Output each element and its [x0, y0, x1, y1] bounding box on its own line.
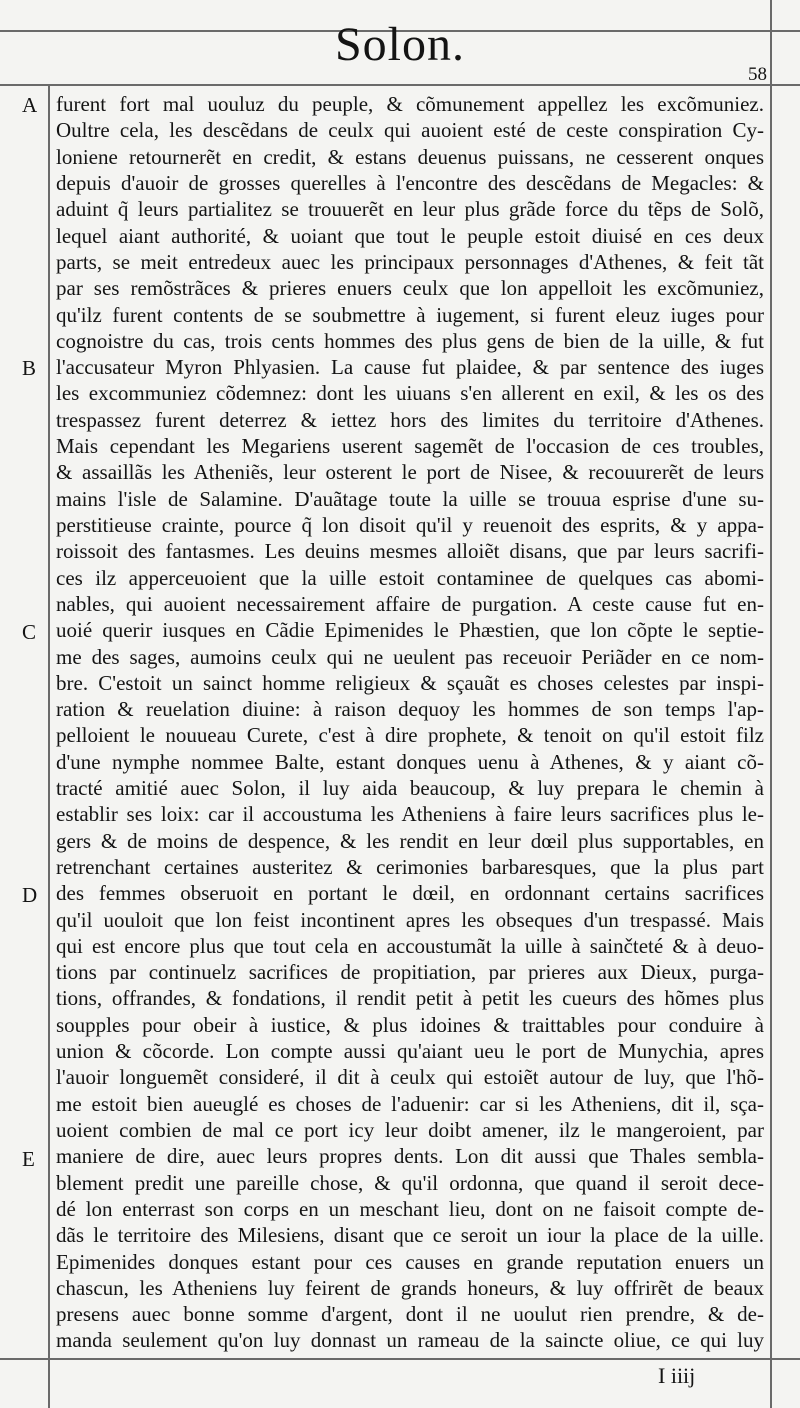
margin-letter-e: E	[22, 1147, 35, 1171]
signature-mark: I iiij	[658, 1363, 696, 1388]
text-line: parts, se meit entredeux auec les principaux personnages d'Athenes, & feit tãt	[56, 250, 764, 274]
text-line: qu'ilz furent contents de se soubmettre à iugement, si furent eleuz iuges pour	[56, 303, 764, 327]
text-line: pelloient le nouueau Curete, c'est à dire prophete, & tenoit on qu'il estoit filz	[56, 723, 764, 747]
text-line: l'accusateur Myron Phlyasien. La cause fut plaidee, & par sentence des iuges	[56, 355, 764, 379]
text-line: presens auec bonne somme d'argent, dont il ne uoulut rien prendre, & de-	[56, 1302, 764, 1326]
text-line: furent fort mal uouluz du peuple, & cõmunement appellez les excõmuniez.	[56, 92, 764, 116]
text-line: union & cõcorde. Lon compte aussi qu'aiant ueu le port de Munychia, apres	[56, 1039, 764, 1063]
text-line: qui est encore plus que tout cela en accoustumãt la uille à sainčteté & à deuo-	[56, 934, 764, 958]
text-line: manda seulement qu'on luy donnast un rameau de la saincte oliue, ce qui luy	[56, 1328, 764, 1352]
text-line: blement predit une pareille chose, & qu'il ordonna, que quand il seroit dece-	[56, 1171, 764, 1195]
text-line: Oultre cela, les descẽdans de ceulx qui auoient esté de ceste conspiration Cy-	[56, 118, 764, 142]
text-line: & assaillãs les Atheniẽs, leur osterent le port de Nisee, & recouurerẽt de leurs	[56, 460, 764, 484]
text-line: establir ses loix: car il accoustuma les Atheniens à faire leurs sacrifices plus le-	[56, 802, 764, 826]
text-line: dãs le territoire des Milesiens, disant que ce seroit un iour la place de la uille.	[56, 1223, 764, 1247]
margin-letter-a: A	[22, 93, 38, 117]
margin-letter-c: C	[22, 620, 37, 644]
page-title: Solon.	[334, 18, 466, 71]
text-line: ces ilz apperceuoient que la uille estoit contaminee de quelques cas abomi-	[56, 566, 764, 590]
text-line: uoient combien de mal ce port icy leur doibt amener, ilz le mangeroient, par	[56, 1118, 764, 1142]
text-line: ration & reuelation diuine: à raison dequoy les hommes de son temps l'ap-	[56, 697, 764, 721]
text-line: les excommuniez cõdemnez: dont les uiuans s'en allerent en exil, & les os des	[56, 381, 764, 405]
text-line: d'une nymphe nommee Balte, estant donques uenu à Athenes, & y aiant cõ-	[56, 750, 764, 774]
text-line: l'auoir longuemẽt consideré, il dit à ceulx qui estoiẽt autour de luy, que l'hõ-	[56, 1065, 764, 1089]
text-line: chascun, les Atheniens luy feirent de grands honeurs, & luy offrirẽt de beaux	[56, 1276, 764, 1300]
margin-letter-d: D	[22, 883, 38, 907]
text-line: perstitieuse crainte, pource q̃ lon disoit qu'il y reuenoit des esprits, & y appa-	[56, 513, 764, 537]
text-line: tracté amitié auec Solon, il luy aida beaucoup, & luy prepara le chemin à	[56, 776, 764, 800]
text-line: me des sages, aumoins ceulx qui ne ueulent pas receuoir Periãder en ce nom-	[56, 645, 764, 669]
text-line: nables, qui auoient necessairement affaire de purgation. A ceste cause fut en-	[56, 592, 764, 616]
text-line: des femmes obseruoit en portant le dœil, en ordonnant certains sacrifices	[56, 881, 764, 905]
margin-letter-b: B	[22, 356, 37, 380]
text-line: roissoit des fantasmes. Les deuins mesmes alloiẽt disans, que par leurs sacrifi-	[56, 539, 764, 563]
text-line: mains l'isle de Salamine. D'auãtage toute la uille se trouua esprise d'une su-	[56, 487, 764, 511]
text-line: cognoistre du cas, trois cents hommes des plus gens de bien de la uille, & fut	[56, 329, 764, 353]
text-line: tions, offrandes, & fondations, il rendit petit à petit les cueurs des hõmes plus	[56, 986, 764, 1010]
text-line: dé lon enterrast son corps en un meschant lieu, dont on ne faisoit compte de-	[56, 1197, 764, 1221]
left-margin-rule	[48, 84, 50, 1408]
right-margin-rule	[770, 0, 772, 1408]
title-rule	[0, 84, 800, 86]
bottom-rule	[0, 1358, 800, 1360]
text-line: bre. C'estoit un sainct homme religieux & sçauãt es choses celestes par inspi-	[56, 671, 764, 695]
text-line: Mais cependant les Megariens userent sagemẽt de l'occasion de ces troubles,	[56, 434, 764, 458]
text-line: trespassez furent deterrez & iettez hors des limites du territoire d'Athenes.	[56, 408, 764, 432]
text-line: soupples pour obeir à iustice, & plus idoines & traittables pour conduire à	[56, 1013, 764, 1037]
text-line: me estoit bien aueuglé es choses de l'aduenir: car si les Atheniens, dit il, sça-	[56, 1092, 764, 1116]
text-line: tions par continuelz sacrifices de propitiation, par prieres aux Dieux, purga-	[56, 960, 764, 984]
text-line: loniene retournerẽt en credit, & estans deuenus puissans, ne cesserent onques	[56, 145, 764, 169]
folio-number: 58	[748, 64, 767, 85]
text-line: aduint q̃ leurs partialitez se trouuerẽt en leur plus grãde force du tẽps de Solõ,	[56, 197, 764, 221]
text-line: retrenchant certaines austeritez & cerimonies barbaresques, que la plus part	[56, 855, 764, 879]
text-line: qu'il uouloit que lon feist incontinent apres les obseques d'un trespassé. Mais	[56, 908, 764, 932]
text-line: maniere de dire, auec leurs propres dents. Lon dit aussi que Thales sembla-	[56, 1144, 764, 1168]
text-line: uoié querir iusques en Cãdie Epimenides le Phæstien, que lon cõpte le septie-	[56, 618, 764, 642]
text-line: Epimenides donques estant pour ces causes en grande reputation enuers un	[56, 1250, 764, 1274]
text-line: depuis d'auoir de grosses querelles à l'encontre des descẽdans de Megacles: &	[56, 171, 764, 195]
text-line: par ses remõstrãces & prieres enuers ceulx que lon appelloit les excõmuniez,	[56, 276, 764, 300]
text-line: lequel aiant authorité, & uoiant que tout le peuple estoit diuisé en ces deux	[56, 224, 764, 248]
text-line: gers & de moins de despence, & les rendit en leur dœil plus supportables, en	[56, 829, 764, 853]
